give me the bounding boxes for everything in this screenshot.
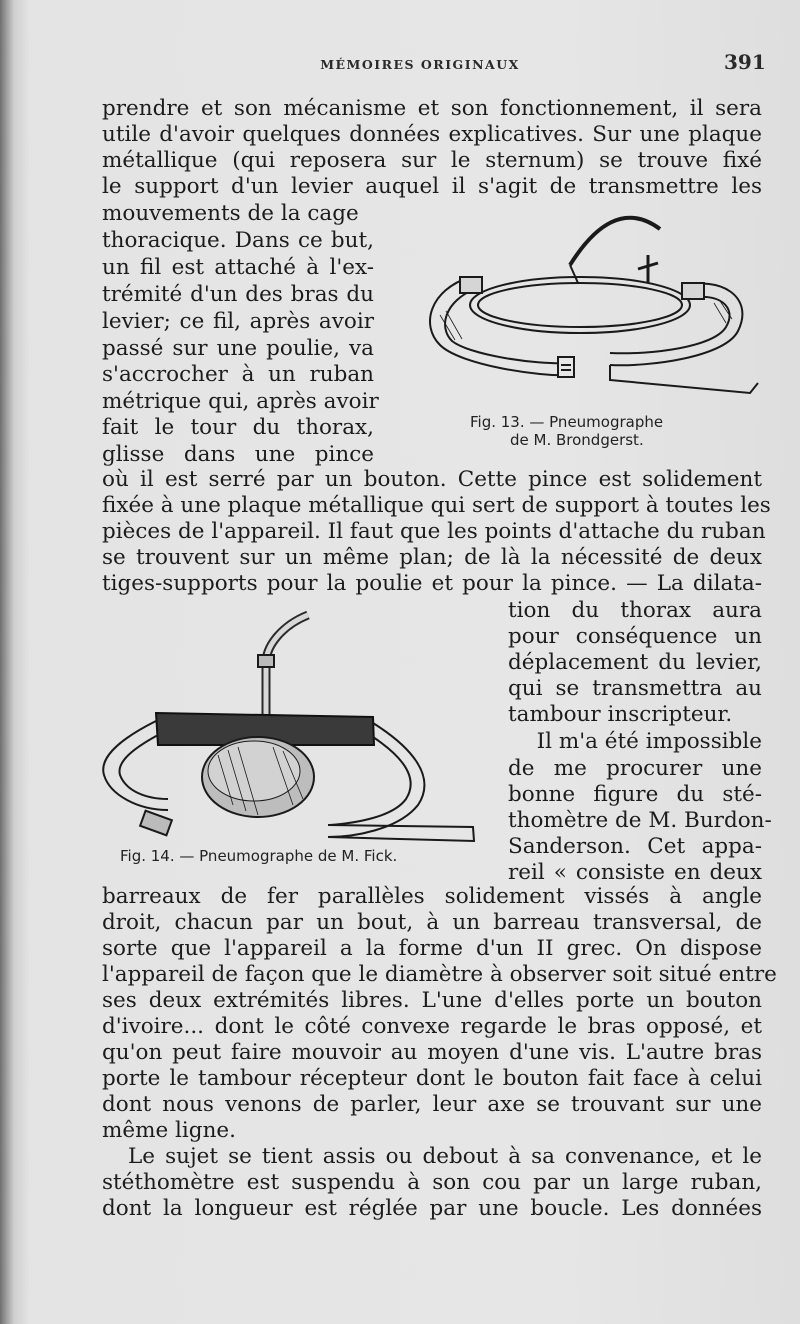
- text-line: thoracique. Dans ce but,: [102, 228, 374, 253]
- text-line: où il est serré par un bouton. Cette pince est solidement: [102, 467, 762, 492]
- text-line: tiges-supports pour la poulie et pour la pince. — La dilata-: [102, 571, 762, 596]
- text-line: tion du thorax aura: [508, 598, 762, 623]
- text-line: fixée à une plaque métallique qui sert de support à toutes les: [102, 493, 771, 518]
- figure-13-caption-line-2: de M. Brondgerst.: [510, 431, 644, 449]
- text-line: passé sur une poulie, va: [102, 336, 374, 361]
- text-line: sorte que l'appareil a la forme d'un II grec. On dispose: [102, 936, 762, 961]
- text-line: métallique (qui reposera sur le sternum) se trouve fixé: [102, 148, 762, 173]
- text-line: s'accrocher à un ruban: [102, 362, 374, 387]
- text-line: utile d'avoir quelques données explicatives. Sur une plaque: [102, 122, 762, 147]
- text-line: fait le tour du thorax,: [102, 415, 374, 440]
- text-line: prendre et son mécanisme et son fonctionnement, il sera: [102, 96, 762, 121]
- page-number: 391: [724, 50, 766, 74]
- text-line: droit, chacun par un bout, à un barreau transversal, de: [102, 910, 762, 935]
- text-line: porte le tambour récepteur dont le bouton fait face à celui: [102, 1066, 762, 1091]
- text-line: métrique qui, après avoir: [102, 389, 379, 414]
- text-line: barreaux de fer parallèles solidement vissés à angle: [102, 884, 762, 909]
- text-line: levier; ce fil, après avoir: [102, 309, 374, 334]
- text-line: déplacement du levier,: [508, 650, 762, 675]
- pneumograph-fick-illustration: [98, 605, 488, 845]
- pneumograph-brondgerst-illustration: [420, 205, 765, 405]
- text-line: glisse dans une pince: [102, 442, 374, 467]
- figure-14-caption: Fig. 14. — Pneumographe de M. Fick.: [120, 847, 398, 865]
- text-line: dont la longueur est réglée par une boucle. Les données: [102, 1196, 762, 1221]
- text-line: trémité d'un des bras du: [102, 282, 374, 307]
- text-line: pièces de l'appareil. Il faut que les points d'attache du ruban: [102, 519, 766, 544]
- text-line: Le sujet se tient assis ou debout à sa convenance, et le: [128, 1144, 762, 1169]
- text-line: stéthomètre est suspendu à son cou par un large ruban,: [102, 1170, 762, 1195]
- text-line: tambour inscripteur.: [508, 702, 733, 727]
- figure-13-caption-line-1: Fig. 13. — Pneumographe: [470, 413, 664, 431]
- text-line: même ligne.: [102, 1118, 236, 1143]
- text-line: le support d'un levier auquel il s'agit de transmettre les: [102, 174, 762, 199]
- text-line: dont nous venons de parler, leur axe se trouvant sur une: [102, 1092, 762, 1117]
- text-line: un fil est attaché à l'ex-: [102, 255, 374, 280]
- text-line: thomètre de M. Burdon-: [508, 808, 772, 833]
- text-line: Il m'a été impossible: [536, 729, 762, 754]
- text-line: qui se transmettra au: [508, 676, 762, 701]
- text-line: reil « consiste en deux: [508, 860, 762, 885]
- running-header: MÉMOIRES ORIGINAUX: [320, 57, 520, 72]
- text-line: pour conséquence un: [508, 624, 762, 649]
- text-line: ses deux extrémités libres. L'une d'elles porte un bouton: [102, 988, 762, 1013]
- text-line: qu'on peut faire mouvoir au moyen d'une vis. L'autre bras: [102, 1040, 762, 1065]
- text-line: bonne figure du sté-: [508, 782, 762, 807]
- text-line: d'ivoire... dont le côté convexe regarde le bras opposé, et: [102, 1014, 762, 1039]
- text-line: se trouvent sur un même plan; de là la nécessité de deux: [102, 545, 762, 570]
- text-line: Sanderson. Cet appa-: [508, 834, 762, 859]
- text-line: mouvements de la cage: [102, 201, 359, 226]
- text-line: de me procurer une: [508, 756, 762, 781]
- text-line: l'appareil de façon que le diamètre à observer soit situé entre: [102, 962, 777, 987]
